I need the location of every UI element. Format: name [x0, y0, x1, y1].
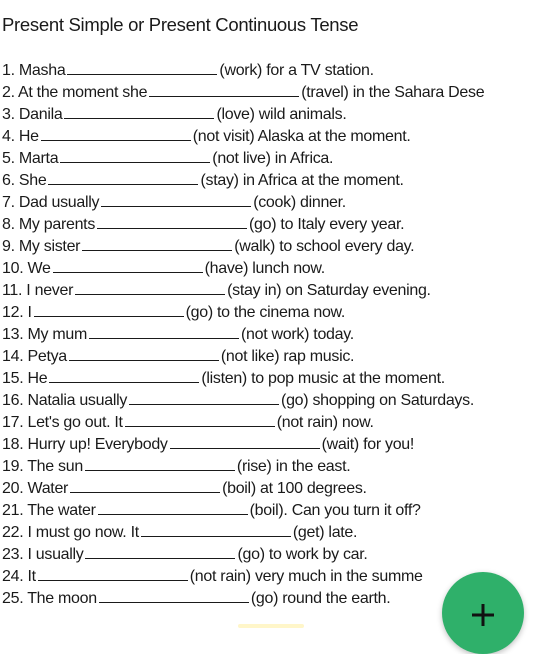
exercise-item	[2, 126, 540, 148]
exercise-suffix: (have) lunch now.	[204, 260, 325, 277]
exercise-suffix: (listen) to pop music at the moment.	[201, 370, 445, 387]
exercise-item	[2, 346, 540, 368]
add-button[interactable]	[442, 572, 524, 654]
exercise-suffix: (not like) rap music.	[220, 348, 355, 365]
exercise-prefix: 14. Petya	[2, 348, 67, 365]
answer-blank	[38, 566, 188, 581]
exercise-suffix: (not work) today.	[241, 326, 354, 343]
exercise-prefix: 21. The water	[2, 502, 96, 519]
exercise-suffix: (go) shopping on Saturdays.	[281, 392, 474, 409]
exercise-suffix: (love) wild animals.	[216, 106, 347, 123]
answer-blank	[125, 412, 275, 427]
exercise-item	[2, 390, 540, 412]
exercise-suffix: (wait) for you!	[321, 436, 415, 453]
exercise-item	[2, 302, 540, 324]
exercise-prefix: 7. Dad usually	[2, 194, 100, 211]
exercise-list	[2, 60, 540, 610]
exercise-prefix: 16. Natalia usually	[2, 392, 128, 409]
exercise-prefix: 15. He	[2, 370, 48, 387]
answer-blank	[89, 324, 239, 339]
exercise-item	[2, 214, 540, 236]
exercise-suffix: (get) late.	[292, 524, 358, 541]
exercise-suffix: (rise) in the east.	[236, 458, 351, 475]
answer-blank	[85, 456, 235, 471]
answer-blank	[69, 346, 219, 361]
answer-blank	[85, 544, 235, 559]
answer-blank	[98, 500, 248, 515]
exercise-prefix: 20. Water	[2, 480, 69, 497]
exercise-item	[2, 500, 540, 522]
exercise-prefix: 6. She	[2, 172, 47, 189]
answer-blank	[82, 236, 232, 251]
exercise-item	[2, 478, 540, 500]
answer-blank	[67, 60, 217, 75]
exercise-prefix: 25. The moon	[2, 590, 97, 607]
exercise-prefix: 1. Masha	[2, 62, 66, 79]
answer-blank	[34, 302, 184, 317]
exercise-item	[2, 412, 540, 434]
answer-blank	[129, 390, 279, 405]
answer-blank	[170, 434, 320, 449]
answer-blank	[70, 478, 220, 493]
exercise-item	[2, 280, 540, 302]
exercise-suffix: (not live) in Africa.	[212, 150, 334, 167]
exercise-item	[2, 104, 540, 126]
exercise-item	[2, 522, 540, 544]
exercise-prefix: 10. We	[2, 260, 51, 277]
exercise-prefix: 17. Let's go out. It	[2, 414, 123, 431]
exercise-prefix: 22. I must go now. It	[2, 524, 139, 541]
exercise-item	[2, 544, 540, 566]
answer-blank	[75, 280, 225, 295]
exercise-item	[2, 192, 540, 214]
answer-blank	[64, 104, 214, 119]
exercise-suffix: (go) to the cinema now.	[185, 304, 346, 321]
exercise-suffix: (go) to Italy every year.	[249, 216, 405, 233]
exercise-suffix: (not visit) Alaska at the moment.	[192, 128, 411, 145]
exercise-prefix: 18. Hurry up! Everybody	[2, 436, 168, 453]
exercise-item	[2, 324, 540, 346]
exercise-suffix: (walk) to school every day.	[234, 238, 415, 255]
exercise-prefix: 11. I never	[2, 282, 74, 299]
exercise-item	[2, 148, 540, 170]
answer-blank	[41, 126, 191, 141]
exercise-item	[2, 434, 540, 456]
exercise-suffix: (boil) at 100 degrees.	[222, 480, 367, 497]
exercise-item	[2, 60, 540, 82]
exercise-prefix: 2. At the moment she	[2, 84, 148, 101]
exercise-prefix: 24. It	[2, 568, 36, 585]
exercise-prefix: 4. He	[2, 128, 39, 145]
exercise-suffix: (boil). Can you turn it off?	[249, 502, 421, 519]
exercise-suffix: (not rain) now.	[276, 414, 374, 431]
answer-blank	[53, 258, 203, 273]
exercise-item	[2, 236, 540, 258]
answer-blank	[99, 588, 249, 603]
exercise-item	[2, 258, 540, 280]
exercise-suffix: (stay in) on Saturday evening.	[227, 282, 431, 299]
exercise-prefix: 8. My parents	[2, 216, 96, 233]
exercise-prefix: 5. Marta	[2, 150, 59, 167]
exercise-item	[2, 456, 540, 478]
exercise-suffix: (stay) in Africa at the moment.	[200, 172, 404, 189]
answer-blank	[48, 170, 198, 185]
worksheet-title: Present Simple or Present Continuous Tense	[2, 14, 359, 35]
exercise-item	[2, 170, 540, 192]
bottom-strip	[238, 624, 304, 628]
plus-icon	[470, 602, 496, 628]
exercise-suffix: (go) to work by car.	[237, 546, 368, 563]
answer-blank	[141, 522, 291, 537]
exercise-item	[2, 82, 540, 104]
exercise-suffix: (cook) dinner.	[253, 194, 346, 211]
answer-blank	[60, 148, 210, 163]
exercise-suffix: (go) round the earth.	[250, 590, 391, 607]
exercise-prefix: 13. My mum	[2, 326, 88, 343]
exercise-item	[2, 368, 540, 390]
answer-blank	[101, 192, 251, 207]
answer-blank	[97, 214, 247, 229]
exercise-suffix: (travel) in the Sahara Dese	[301, 84, 485, 101]
answer-blank	[49, 368, 199, 383]
exercise-prefix: 19. The sun	[2, 458, 83, 475]
exercise-suffix: (work) for a TV station.	[219, 62, 374, 79]
exercise-prefix: 3. Danila	[2, 106, 63, 123]
exercise-suffix: (not rain) very much in the summe	[189, 568, 423, 585]
answer-blank	[149, 82, 299, 97]
exercise-prefix: 9. My sister	[2, 238, 81, 255]
exercise-prefix: 23. I usually	[2, 546, 84, 563]
exercise-prefix: 12. I	[2, 304, 32, 321]
